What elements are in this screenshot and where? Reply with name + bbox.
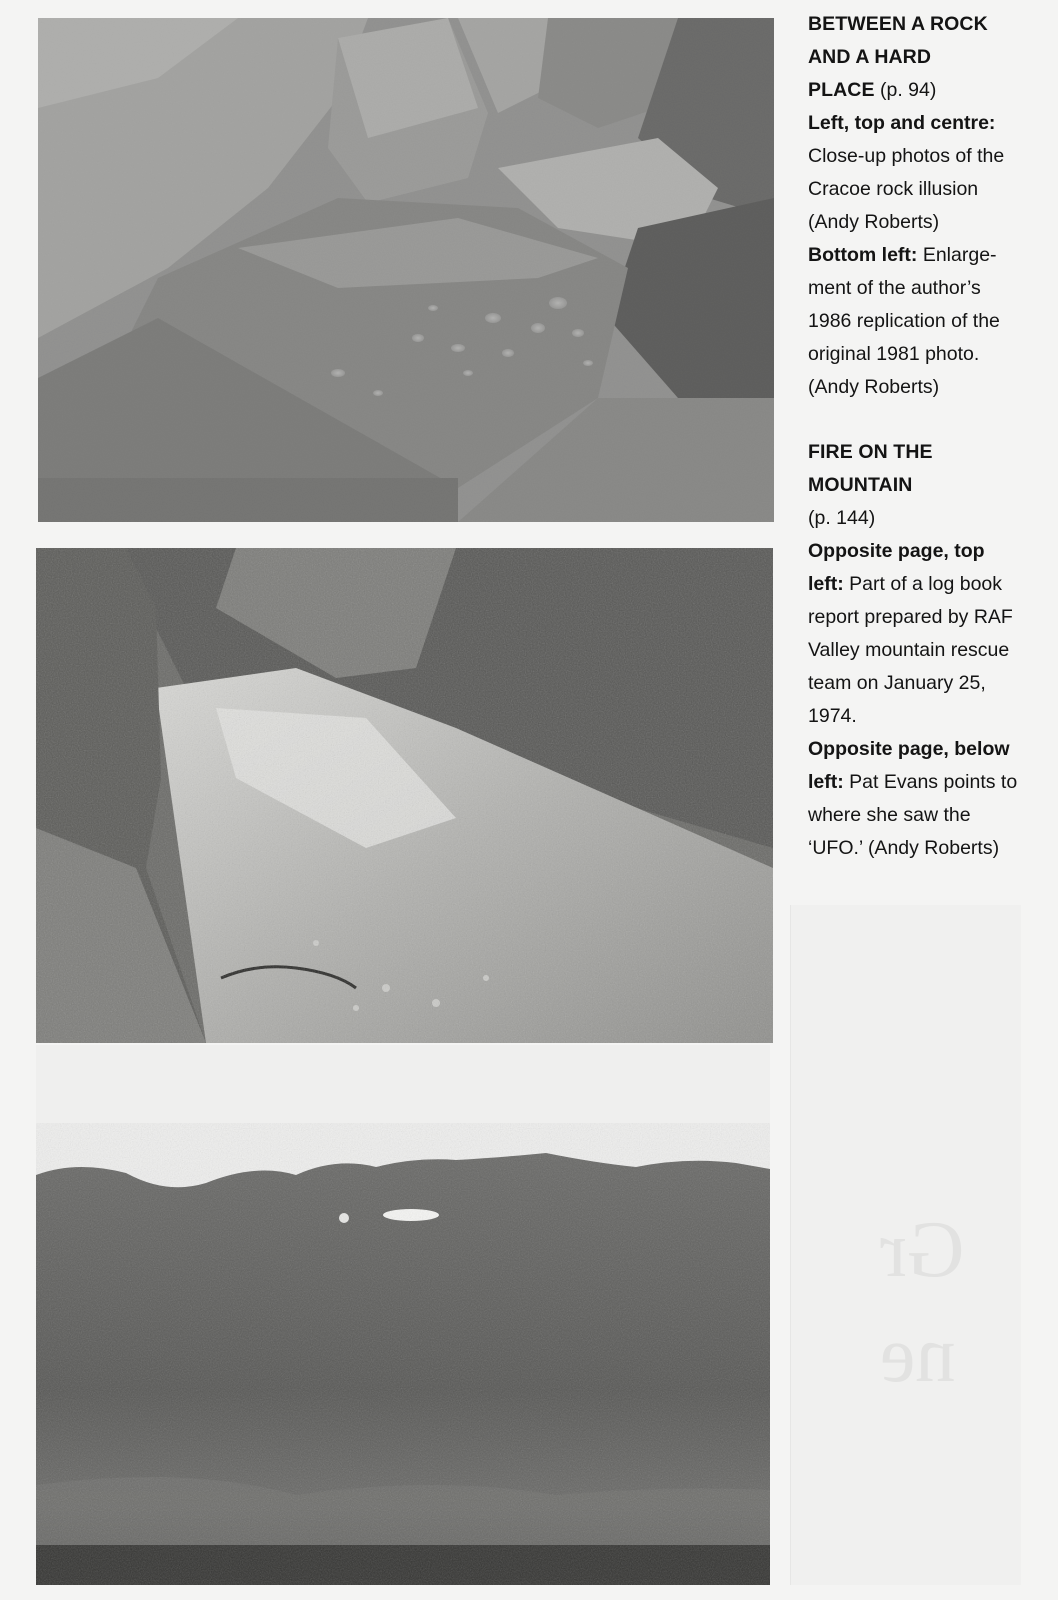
- caption-column: [808, 8, 1044, 865]
- caption-label: Bottom left:: [808, 244, 918, 266]
- page-reference: (p. 144): [808, 507, 876, 529]
- section-title-line: AND A HARD: [808, 46, 932, 68]
- caption-line: team on January 25,: [808, 672, 986, 694]
- caption-label: Left, top and centre:: [808, 112, 996, 134]
- caption-label: Opposite page, below: [808, 738, 1010, 760]
- section-gap: [808, 404, 1044, 436]
- caption-section-rock: [808, 8, 1044, 404]
- caption-text: Part of a log book: [843, 573, 1003, 595]
- bleed-through-fragment: ne: [880, 1311, 956, 1399]
- caption-line: (Andy Roberts): [808, 376, 940, 398]
- bleed-through-fragment: Gr: [880, 1206, 965, 1294]
- bleed-through-panel: [790, 905, 1021, 1585]
- photo-cracoe-rock-top: [38, 18, 774, 522]
- caption-line: ‘UFO.’ (Andy Roberts): [808, 837, 1000, 859]
- caption-text: Pat Evans points to: [843, 771, 1018, 793]
- caption-line: where she saw the: [808, 804, 971, 826]
- ridge-photo-image: [36, 1045, 770, 1585]
- photo-cracoe-rock-centre: [36, 548, 773, 1043]
- caption-section-fire: [808, 436, 1044, 865]
- caption-line: Valley mountain rescue: [808, 639, 1010, 661]
- section-title-line: PLACE: [808, 79, 875, 101]
- rock-photo-image: [38, 18, 774, 522]
- photo-1986-replication: [36, 1045, 770, 1585]
- caption-line: (Andy Roberts): [808, 211, 940, 233]
- caption-line: report prepared by RAF: [808, 606, 1013, 628]
- caption-label: Opposite page, top: [808, 540, 985, 562]
- caption-label: left:: [808, 771, 844, 793]
- rock-photo-image: [36, 548, 773, 1043]
- caption-line: Cracoe rock illusion: [808, 178, 979, 200]
- page-reference: (p. 94): [874, 79, 937, 101]
- caption-label: left:: [808, 573, 844, 595]
- section-title-line: FIRE ON THE: [808, 441, 933, 463]
- caption-line: 1974.: [808, 705, 857, 727]
- caption-text: Enlarge-: [917, 244, 997, 266]
- section-title-line: MOUNTAIN: [808, 474, 913, 496]
- section-title-line: BETWEEN A ROCK: [808, 13, 988, 35]
- caption-line: Close-up photos of the: [808, 145, 1005, 167]
- caption-line: 1986 replication of the: [808, 310, 1000, 332]
- caption-line: ment of the author’s: [808, 277, 981, 299]
- caption-line: original 1981 photo.: [808, 343, 980, 365]
